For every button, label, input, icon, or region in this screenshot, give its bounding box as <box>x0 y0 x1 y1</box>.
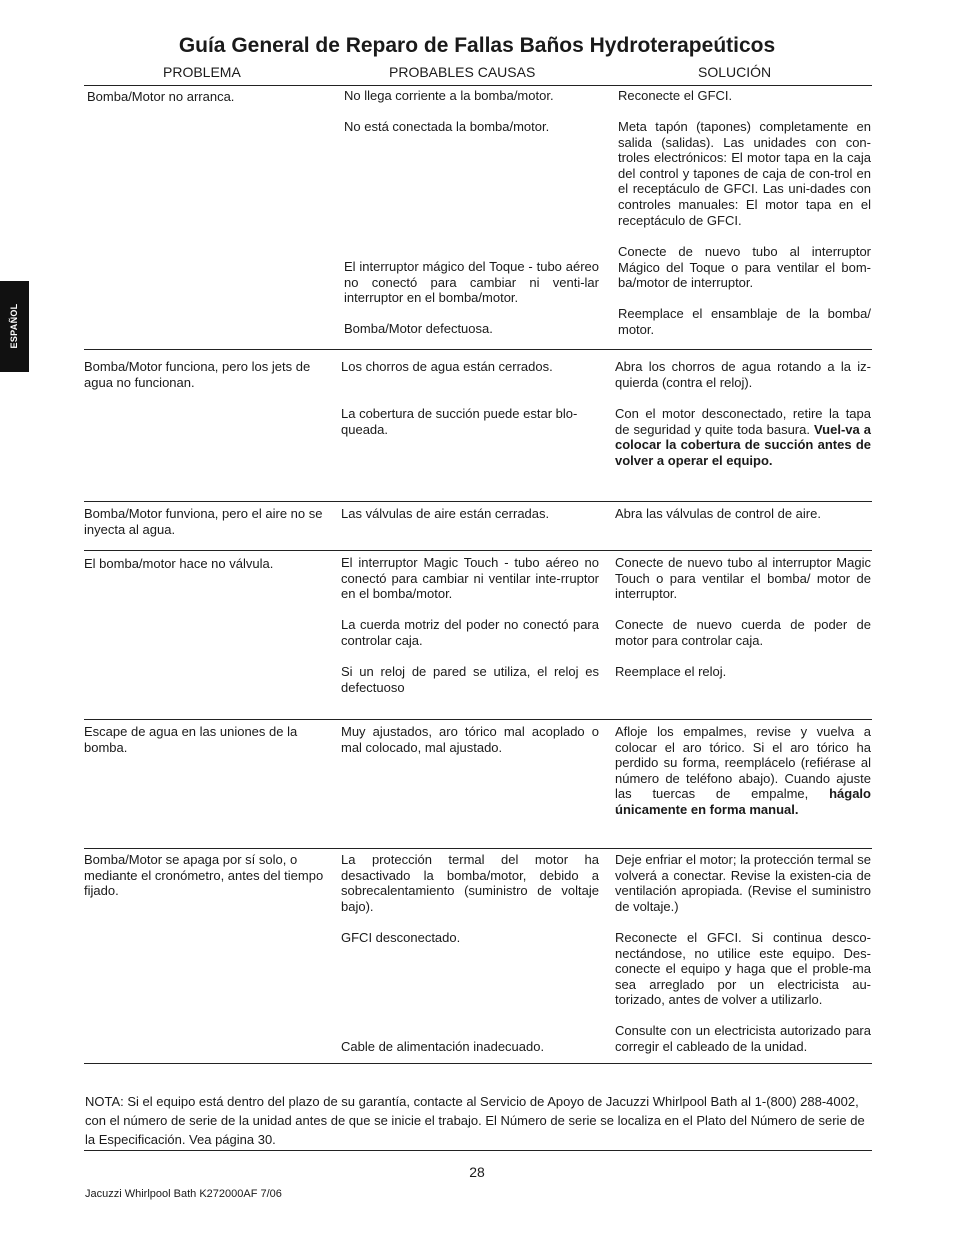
solution-text: Conecte de nuevo tubo al interruptor Magic Touch o para ventilar el bomba/ motor de interruptor. <box>615 555 871 602</box>
header-divider <box>84 85 872 86</box>
column-header-problem: PROBLEMA <box>163 64 241 80</box>
solution-text: Afloje los empalmes, revise y vuelva a colocar el aro tórico. Si el aro tórico ha perdido su forma, reemplácelo (refiérase al número de teléfono abajo). Cuando ajuste las tuercas de empalme, hágalo únicamente en forma manual. <box>615 724 871 817</box>
cause-text: Muy ajustados, aro tórico mal acoplado o mal colocado, mal ajustado. <box>341 724 599 755</box>
row-divider <box>84 719 872 720</box>
row-divider <box>84 848 872 849</box>
cause-text: Los chorros de agua están cerrados. <box>341 359 553 374</box>
solution-text: Reemplace el ensamblaje de la bomba/ motor. <box>618 306 871 337</box>
solution-text: Abra los chorros de agua rotando a la iz-quierda (contra el reloj). <box>615 359 871 390</box>
solution-text: Meta tapón (tapones) completamente en salida (salidas). Las unidades con con-troles electrónicos: El motor tapa en la caja del control y tapones de caja de con-trol en el receptáculo de GFCI. Las uni-dades con controles manuales: El motor tapa en el receptáculo de GFCI. <box>618 119 871 228</box>
cause-text: La cobertura de succión puede estar blo-queada. <box>341 406 578 437</box>
row-divider <box>84 501 872 502</box>
cause-text: GFCI desconectado. <box>341 930 461 945</box>
column-header-solution: SOLUCIÓN <box>698 64 772 80</box>
solution-text: Conecte de nuevo cuerda de poder de motor para controlar caja. <box>615 617 871 648</box>
cause-text: No está conectada la bomba/motor. <box>344 119 550 134</box>
footer-divider <box>84 1150 872 1151</box>
warranty-note: NOTA: Si el equipo está dentro del plazo de su garantía, contacte al Servicio de Apoyo de Jacuzzi Whirlpool Bath al 1-(800) 288-4002, con el número de serie de la unidad antes de que se inicie el trabajo. El Número de serie se localiza en el Plato del Número de serie de la Especificación. Vea página 30. <box>85 1094 865 1147</box>
cause-text: El interruptor Magic Touch - tubo aéreo no conectó para cambiar ni ventilar inte-rruptor en el bomba/motor. <box>341 555 599 602</box>
cause-text: No llega corriente a la bomba/motor. <box>344 88 554 103</box>
problem-cell: Escape de agua en las uniones de la bomba. <box>84 724 298 755</box>
footer-text: Jacuzzi Whirlpool Bath K272000AF 7/06 <box>85 1188 282 1200</box>
cause-text: La protección termal del motor ha desactivado la bomba/motor, debido a sobrecalentamiento (suministro de voltaje bajo). <box>341 852 599 914</box>
problem-cell: Bomba/Motor se apaga por sí solo, o mediante el cronómetro, antes del tiempo fijado. <box>84 852 324 899</box>
column-header-causes: PROBABLES CAUSAS <box>389 64 536 80</box>
page-number: 28 <box>469 1164 485 1180</box>
side-tab-label: ESPAÑOL <box>9 303 19 349</box>
row-divider <box>84 349 872 350</box>
cause-text: Bomba/Motor defectuosa. <box>344 321 493 336</box>
row-divider <box>84 550 872 551</box>
solution-text: Deje enfriar el motor; la protección termal se volverá a conectar. Revise la existen-cia de ventilación apropiada. (Revise el suministro de voltaje.) <box>615 852 871 914</box>
solution-text: Reconecte el GFCI. <box>618 88 733 103</box>
solution-text: Conecte de nuevo tubo al interruptor Mágico del Toque o para ventilar el bom-ba/motor de interruptor. <box>618 244 871 291</box>
cause-text: Cable de alimentación inadecuado. <box>341 1039 545 1054</box>
cause-text: Las válvulas de aire están cerradas. <box>341 506 550 521</box>
problem-cell: Bomba/Motor funviona, pero el aire no se inyecta al agua. <box>84 506 323 537</box>
solution-text: Reemplace el reloj. <box>615 664 727 679</box>
problem-cell: El bomba/motor hace no válvula. <box>84 556 274 571</box>
cause-text: El interruptor mágico del Toque - tubo aéreo no conectó para cambiar ni venti-lar interruptor en el bomba/motor. <box>344 259 599 306</box>
cause-text: Si un reloj de pared se utiliza, el reloj es defectuoso <box>341 664 599 695</box>
cause-text: La cuerda motriz del poder no conectó para controlar caja. <box>341 617 599 648</box>
page-title: Guía General de Reparo de Fallas Baños Hydroterapeúticos <box>178 34 776 57</box>
row-divider <box>84 1063 872 1064</box>
problem-cell: Bomba/Motor funciona, pero los jets de agua no funcionan. <box>84 359 311 390</box>
problem-cell: Bomba/Motor no arranca. <box>87 89 235 104</box>
solution-text: Abra las válvulas de control de aire. <box>615 506 821 521</box>
solution-text: Reconecte el GFCI. Si continua desco-nectándose, no utilice este equipo. Des-conecte el equipo y haga que el proble-ma sea arreglado por un electricista au-torizado, antes de volver a utilizarlo. <box>615 930 871 1008</box>
solution-text: Consulte con un electricista autorizado para corregir el cableado de la unidad. <box>615 1023 871 1054</box>
solution-text: Con el motor desconectado, retire la tapa de seguridad y quite toda basura. Vuel-va a colocar la cobertura de succión antes de volver a operar el equipo. <box>615 406 871 468</box>
